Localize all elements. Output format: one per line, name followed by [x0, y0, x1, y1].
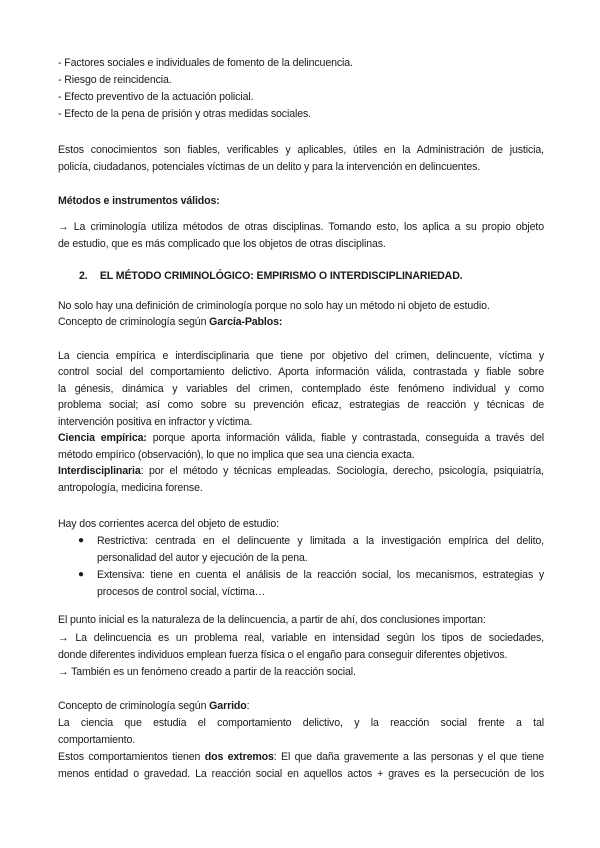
section-number: 2. [79, 270, 88, 282]
concept-prefix: Concepto de criminología según [58, 700, 210, 712]
colon: : [246, 700, 250, 712]
methods-heading: Métodos e instrumentos válidos: [58, 195, 220, 207]
paragraph-line: policía, ciudadanos, potenciales víctimas de un delito y para la intervención en delincuentes. [58, 161, 481, 173]
paragraph-line: No solo hay una definición de criminología porque no solo hay un método ni objeto de estudio. [58, 300, 490, 312]
list-item: - Efecto de la pena de prisión y otras medidas sociales. [58, 108, 311, 120]
concept-prefix: Concepto de criminología según [58, 316, 210, 328]
conclusion-line: → También es un fenómeno creado a partir de la reacción social. [58, 666, 356, 678]
paragraph-line: Estos conocimientos son fiables, verificables y aplicables, útiles en la Administración de justicia, [58, 144, 544, 156]
paragraph-line: control social del comportamiento delictivo. Aporta información válida, contrastada y fiable sobre [58, 366, 544, 378]
paragraph-line: menos entidad o gravedad. La reacción social en aquellos actos + graves es la persecución de los [58, 768, 544, 780]
section-heading [79, 268, 544, 285]
definition-line [58, 463, 544, 480]
paragraph-line: La ciencia empírica e interdisciplinaria que tiene por objetivo del crimen, delincuente, víctima y [58, 350, 544, 362]
bullet-line: procesos de control social, víctima… [97, 586, 266, 598]
definition-text: porque aporta información válida, fiable y contrastada, conseguida a través del [146, 432, 544, 444]
paragraph-line: la génesis, dinámica y variables del crimen, contemplado éste fenómeno individual y como [58, 383, 544, 395]
term-empirica: Ciencia empírica: [58, 432, 147, 444]
bullet-line: Restrictiva: centrada en el delincuente y limitada a la investigación empírica del delito, [97, 535, 544, 547]
text-run: : El que daña gravemente a las personas y el que tiene [273, 751, 544, 763]
paragraph-line: intervención positiva en infractor y víctima. [58, 416, 253, 428]
paragraph-line: La ciencia que estudia el comportamiento delictivo, y la reacción social frente a tal [58, 717, 544, 729]
term-interdisciplinaria: Interdisciplinaria [58, 465, 141, 477]
bullet-icon: ● [78, 535, 85, 546]
paragraph-line: antropología, medicina forense. [58, 482, 203, 494]
list-item: - Riesgo de reincidencia. [58, 74, 172, 86]
conclusion-line: → La delincuencia es un problema real, variable en intensidad según los tipos de sociedades, [58, 632, 544, 644]
paragraph-line: → La criminología utiliza métodos de otras disciplinas. Tomando esto, los aplica a su propio objeto [58, 221, 544, 233]
list-item: - Efecto preventivo de la actuación policial. [58, 91, 254, 103]
paragraph-line [58, 749, 544, 766]
author-name: Garrido [209, 700, 247, 712]
paragraph-line: método empírico (observación), lo que no implica que sea una ciencia exacta. [58, 449, 415, 461]
list-item: - Factores sociales e individuales de fomento de la delincuencia. [58, 57, 353, 69]
author-name: García-Pablos: [209, 316, 283, 328]
bullet-icon: ● [78, 569, 85, 580]
concept-line [58, 314, 544, 331]
bold-run: dos extremos [204, 751, 274, 763]
bullet-line: personalidad del autor y ejecución de la pena. [97, 552, 308, 564]
paragraph-line: Hay dos corrientes acerca del objeto de estudio: [58, 518, 279, 530]
paragraph-line: problema social; así como sobre su prevención eficaz, estrategias de reacción y técnicas de [58, 399, 544, 411]
text-run: Estos comportamientos tienen [58, 751, 205, 763]
definition-text: : por el método y técnicas empleadas. Sociología, derecho, psicología, psiquiatría, [140, 465, 544, 477]
bullet-line: Extensiva: tiene en cuenta el análisis de la reacción social, los mecanismos, estrategias y [97, 569, 544, 581]
definition-line [58, 430, 544, 447]
paragraph-line: comportamiento. [58, 734, 136, 746]
section-title: EL MÉTODO CRIMINOLÓGICO: EMPIRISMO O INTERDISCIPLINARIEDAD. [99, 270, 463, 282]
conclusion-line: donde diferentes individuos emplean fuerza física o el engaño para conseguir diferentes objetivos. [58, 649, 508, 661]
concept-line [58, 698, 544, 715]
paragraph-line: de estudio, que es más complicado que los objetos de otras disciplinas. [58, 238, 386, 250]
paragraph-line: El punto inicial es la naturaleza de la delincuencia, a partir de ahí, dos conclusiones importan: [58, 614, 486, 626]
